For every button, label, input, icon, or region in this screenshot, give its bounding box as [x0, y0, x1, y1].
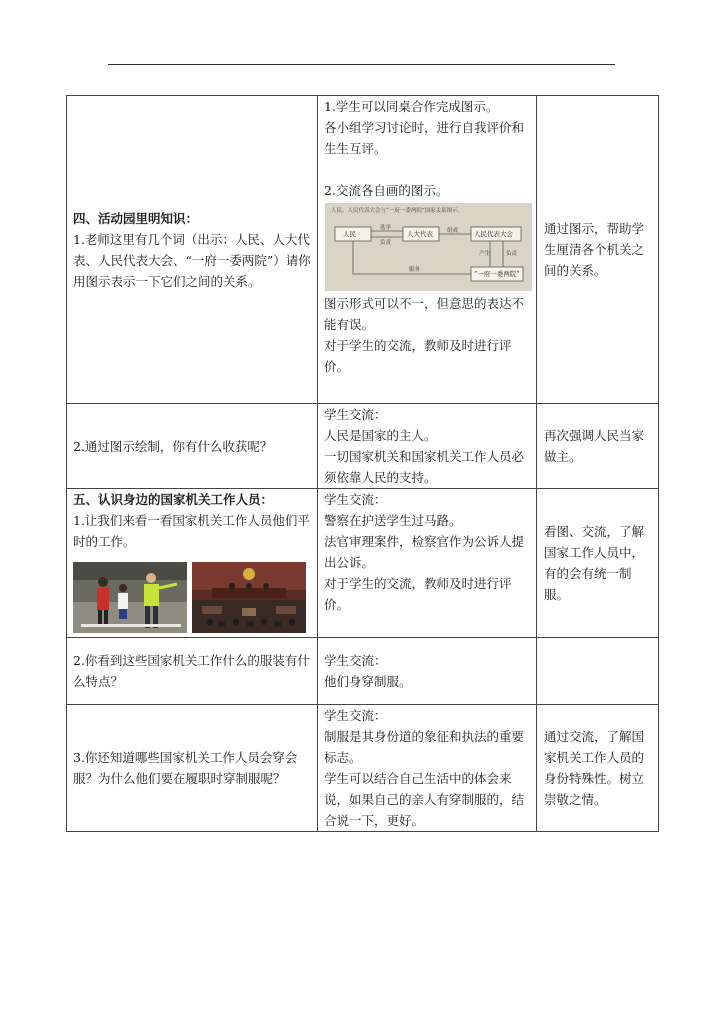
student-line: 学生交流： — [324, 407, 387, 422]
student-line: 一切国家机关和国家机关工作人员必须依靠人民的支持。 — [324, 449, 525, 485]
student-line: 学生可以结合自己生活中的体会来说，如果自己的亲人有穿制服的，结合说一下，更好。 — [324, 771, 525, 828]
row1-activity — [67, 96, 318, 404]
activity-text: 2.你看到这些国家机关工作什么的服装有什么特点？ — [73, 653, 310, 689]
student-line: 他们身穿制服。 — [324, 674, 412, 689]
diagram-arrow-label: 负责 — [506, 251, 518, 257]
row3-purpose: 看图、交流，了解国家工作人员中，有的会有统一制服。 — [537, 489, 659, 638]
row3-activity — [67, 489, 318, 638]
diagram-arrow-label: 产生 — [479, 251, 491, 257]
diagram-box-label: “一府一委两院” — [474, 270, 520, 278]
row5-student — [318, 705, 537, 832]
police-crossing-photo — [73, 562, 187, 633]
diagram-arrow-label: 负责 — [380, 240, 392, 246]
row2-student — [318, 404, 537, 489]
diagram-arrow-label: 选举 — [380, 225, 392, 231]
student-line: 图示形式可以不一，但意思的表达不能有误。 — [324, 296, 525, 332]
student-line: 对于学生的交流，教师及时进行评价。 — [324, 338, 512, 374]
student-line: 学生交流： — [324, 653, 387, 668]
row2-activity — [67, 404, 318, 489]
row4-student — [318, 638, 537, 705]
row1-student — [318, 96, 537, 404]
activity-text: 2.通过图示绘制，你有什么收获呢？ — [73, 438, 273, 454]
diagram-box-label: 人民代表大会 — [474, 230, 513, 238]
table-row — [67, 404, 659, 489]
diagram-arrow-label: 服务 — [409, 267, 421, 273]
student-line: 学生交流： — [324, 492, 387, 507]
courtroom-photo — [192, 562, 306, 633]
student-line: 警察在护送学生过马路。 — [324, 513, 462, 528]
row1-purpose: 通过图示，帮助学生厘清各个机关之间的关系。 — [537, 96, 659, 404]
student-line: 对于学生的交流，教师及时进行评价。 — [324, 576, 512, 612]
row5-purpose: 通过交流，了解国家机关工作人员的身份特殊性。树立崇敬之情。 — [537, 705, 659, 832]
row4-purpose — [537, 638, 659, 705]
student-line: 2.交流各自画的图示。 — [324, 183, 449, 198]
row4-activity — [67, 638, 318, 705]
student-line: 1.学生可以同桌合作完成图示。 — [324, 99, 499, 114]
section-heading-5: 五、认识身边的国家机关工作人员： — [73, 492, 274, 507]
lesson-plan-table — [66, 95, 659, 832]
table-row — [67, 96, 659, 404]
student-line: 各小组学习讨论时，进行自我评价和生生互评。 — [324, 120, 525, 156]
activity-text: 1.老师这里有几个词（出示：人民、人大代表、人民代表大会、“一府一委两院”）请你用图示表示一下它们之间的关系。 — [73, 231, 311, 289]
student-line: 人民是国家的主人。 — [324, 428, 437, 443]
table-row — [67, 638, 659, 705]
diagram-box-label: 人大代表 — [407, 230, 433, 238]
activity-text: 3.你还知道哪些国家机关工作人员会穿会服？为什么他们要在履职时穿制服呢？ — [73, 750, 298, 786]
student-line: 法官审理案件，检察官作为公诉人提出公诉。 — [324, 534, 525, 570]
activity-text: 1.让我们来看一看国家机关工作人员他们平时的工作。 — [73, 513, 310, 549]
row3-student — [318, 489, 537, 638]
diagram-arrow-label: 组成 — [447, 228, 459, 234]
relationship-diagram — [325, 203, 532, 291]
student-line: 制服是其身份道的象征和执法的重要标志。 — [324, 729, 525, 765]
photo-strip — [73, 562, 312, 633]
table-row — [67, 705, 659, 832]
diagram-box-label: 人民 — [343, 230, 356, 238]
student-line: 学生交流： — [324, 708, 387, 723]
diagram-caption: 人民、人民代表大会与“一府一委两院”国家关系图示。 — [331, 208, 464, 214]
header-rule — [108, 64, 615, 65]
section-heading-4: 四、活动园里明知识： — [73, 210, 199, 226]
row5-activity — [67, 705, 318, 832]
row2-purpose: 再次强调人民当家做主。 — [537, 404, 659, 489]
table-row — [67, 489, 659, 638]
